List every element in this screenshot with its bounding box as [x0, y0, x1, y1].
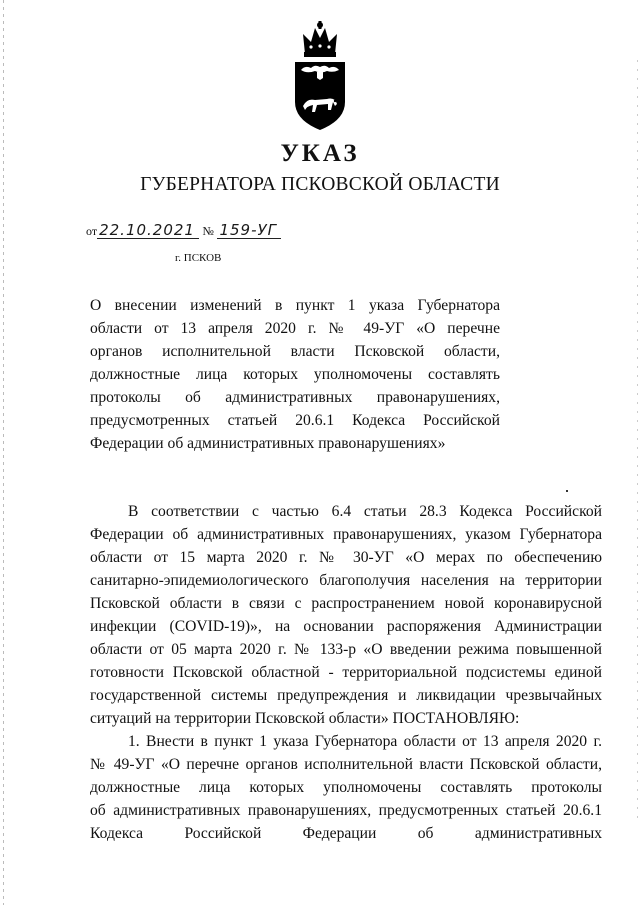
body-line: об административных правонарушениях, предусмотренных статьей 20.6.1 [90, 802, 602, 819]
body-line: 1. Внести в пункт 1 указа Губернатора области от 13 апреля 2020 г. [128, 733, 602, 750]
scan-speck [566, 490, 568, 492]
body-line: Федерации об административных правонарушениях, указом Губернатора [90, 526, 602, 543]
preamble-line: органов исполнительной власти Псковской области, [90, 343, 500, 360]
body-line: должностные лица которых уполномочены составлять протоколы [90, 779, 602, 796]
body-line: санитарно-эпидемиологического благополучия населения на территории [90, 572, 602, 589]
body-line: ситуаций на территории Псковской области» ПОСТАНОВЛЯЮ: [90, 710, 520, 727]
body-line: готовности Псковской областной - территориальной подсистемы единой [90, 664, 602, 681]
dateline [86, 222, 281, 240]
document-subtitle: ГУБЕРНАТОРА ПСКОВСКОЙ ОБЛАСТИ [140, 174, 500, 195]
document-title: УКАЗ [280, 140, 360, 167]
scan-edge-left [3, 0, 4, 905]
body-line: инфекции (COVID-19)», на основании распоряжения Администрации [90, 618, 602, 635]
decree-preamble [90, 294, 500, 455]
body-line: области от 05 марта 2020 г. № 133-р «О введении режима повышенной [90, 641, 602, 658]
date-from-label: от [86, 224, 98, 238]
preamble-line: О внесении изменений в пункт 1 указа Губернатора [90, 297, 500, 314]
body-line: В соответствии с частью 6.4 статьи 28.3 Кодекса Российской [128, 503, 602, 520]
body-line: Кодекса Российской Федерации об административных [90, 825, 602, 842]
preamble-line: протоколы об административных правонарушениях, [90, 389, 500, 406]
handwritten-number: 159-УГ [217, 222, 281, 239]
city-name: г. ПСКОВ [175, 252, 222, 264]
number-label: № [202, 224, 214, 238]
handwritten-date: 22.10.2021 [97, 222, 199, 239]
preamble-line: предусмотренных статьей 20.6.1 Кодекса Российской [90, 412, 500, 429]
decree-body [90, 500, 602, 845]
preamble-line: области от 13 апреля 2020 г. № 49-УГ «О перечне [90, 320, 500, 337]
body-line: Псковской области в связи с распространением новой коронавирусной [90, 595, 602, 612]
coat-of-arms-icon [287, 20, 353, 132]
body-line: № 49-УГ «О перечне органов исполнительной власти Псковской области, [90, 756, 602, 773]
preamble-line: должностные лица которых уполномочены составлять [90, 366, 500, 383]
body-line: государственной системы предупреждения и ликвидации чрезвычайных [90, 687, 602, 704]
preamble-line: Федерации об административных правонарушениях» [90, 435, 446, 452]
body-line: области от 15 марта 2020 г. № 30-УГ «О мерах по обеспечению [90, 549, 602, 566]
